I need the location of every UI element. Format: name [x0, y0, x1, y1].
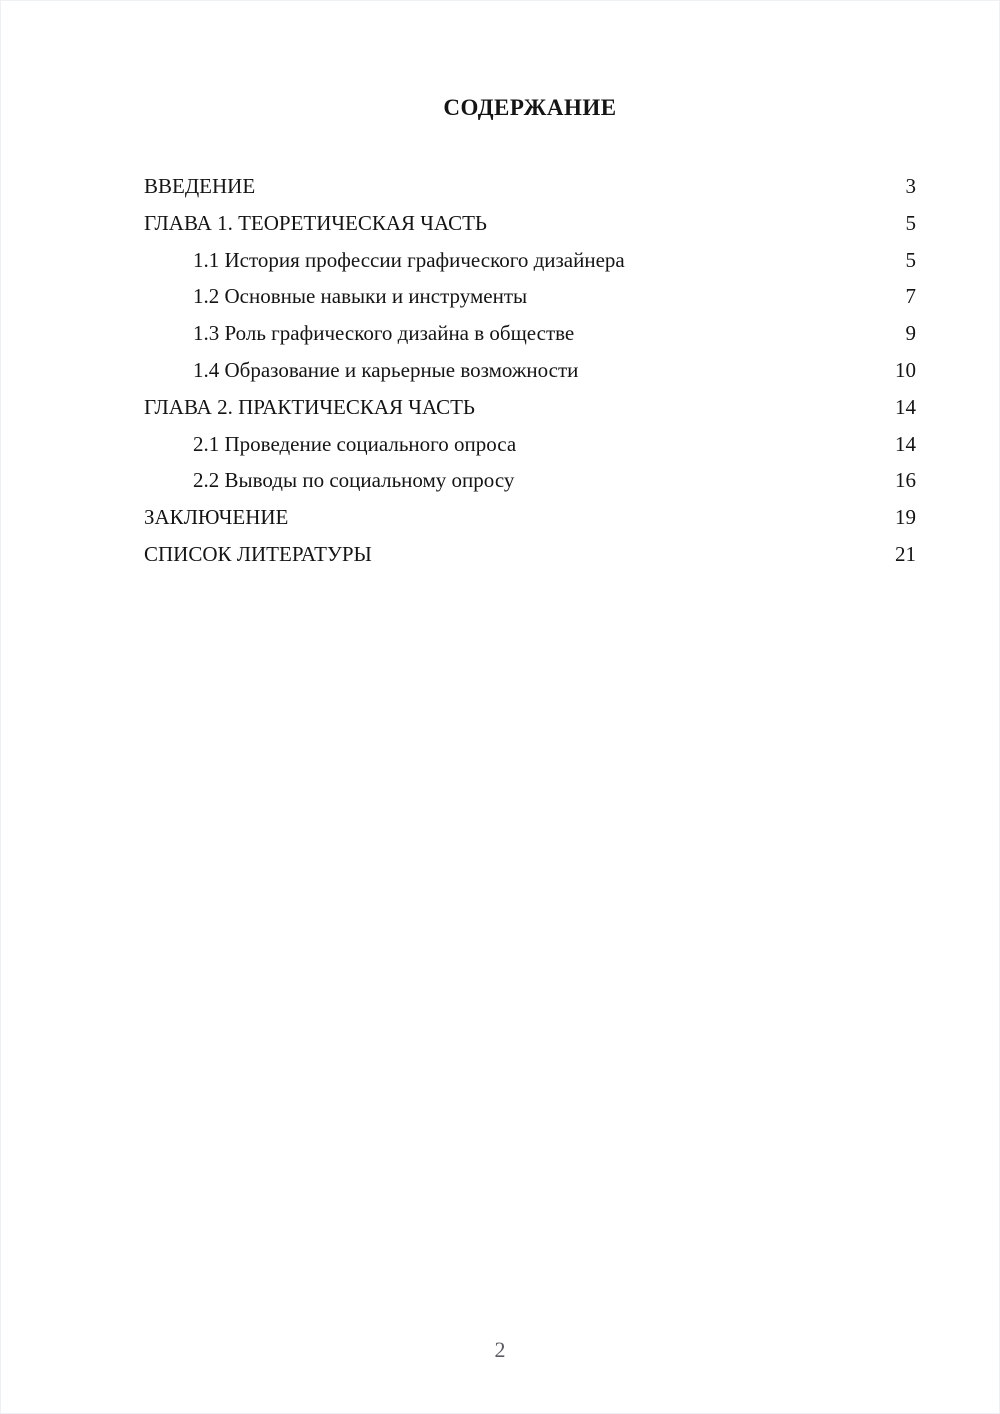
- toc-row: [144, 536, 916, 573]
- toc-entry-label: СПИСОК ЛИТЕРАТУРЫ: [144, 541, 372, 566]
- footer-page-number: 2: [494, 1337, 506, 1362]
- toc-entry-label: 1.3 Роль графического дизайна в обществе: [193, 321, 575, 346]
- toc-row: [144, 499, 916, 536]
- toc-entry-label: 2.2 Выводы по социальному опросу: [193, 468, 515, 493]
- toc-entry-label: ГЛАВА 1. ТЕОРЕТИЧЕСКАЯ ЧАСТЬ: [144, 210, 487, 235]
- toc-entry-page-number: 14: [895, 394, 916, 419]
- toc-entry-label: 1.2 Основные навыки и инструменты: [193, 284, 528, 309]
- toc-list: [144, 168, 916, 573]
- toc-entry-page-number: 3: [905, 174, 916, 198]
- toc-entry-page-number: 10: [895, 357, 916, 382]
- toc-entry-page-number: 21: [895, 541, 916, 566]
- toc-row: [144, 242, 916, 279]
- toc-row: [144, 315, 916, 352]
- toc-row: [144, 168, 916, 205]
- toc-entry-page-number: 9: [905, 321, 916, 346]
- toc-entry-label: 1.1 История профессии графического дизайнера: [193, 247, 625, 272]
- toc-row: [144, 205, 916, 242]
- toc-entry-label: 2.1 Проведение социального опроса: [193, 431, 517, 456]
- toc-entry-label: 1.4 Образование и карьерные возможности: [193, 357, 579, 382]
- toc-entry-label: ГЛАВА 2. ПРАКТИЧЕСКАЯ ЧАСТЬ: [144, 394, 475, 419]
- toc-entry-page-number: 16: [895, 468, 916, 493]
- toc-row: [144, 426, 916, 463]
- toc-entry-page-number: 5: [905, 247, 916, 272]
- toc-row: [144, 389, 916, 426]
- toc-entry-page-number: 19: [895, 505, 916, 530]
- page-title: СОДЕРЖАНИЕ: [443, 95, 617, 120]
- toc-entry-page-number: 5: [905, 210, 916, 235]
- toc-row: [144, 278, 916, 315]
- toc-entry-page-number: 7: [905, 284, 916, 309]
- toc-entry-label: ВВЕДЕНИЕ: [144, 174, 256, 198]
- toc-row: [144, 462, 916, 499]
- toc-entry-label: ЗАКЛЮЧЕНИЕ: [144, 505, 289, 530]
- toc-entry-page-number: 14: [895, 431, 916, 456]
- toc-row: [144, 352, 916, 389]
